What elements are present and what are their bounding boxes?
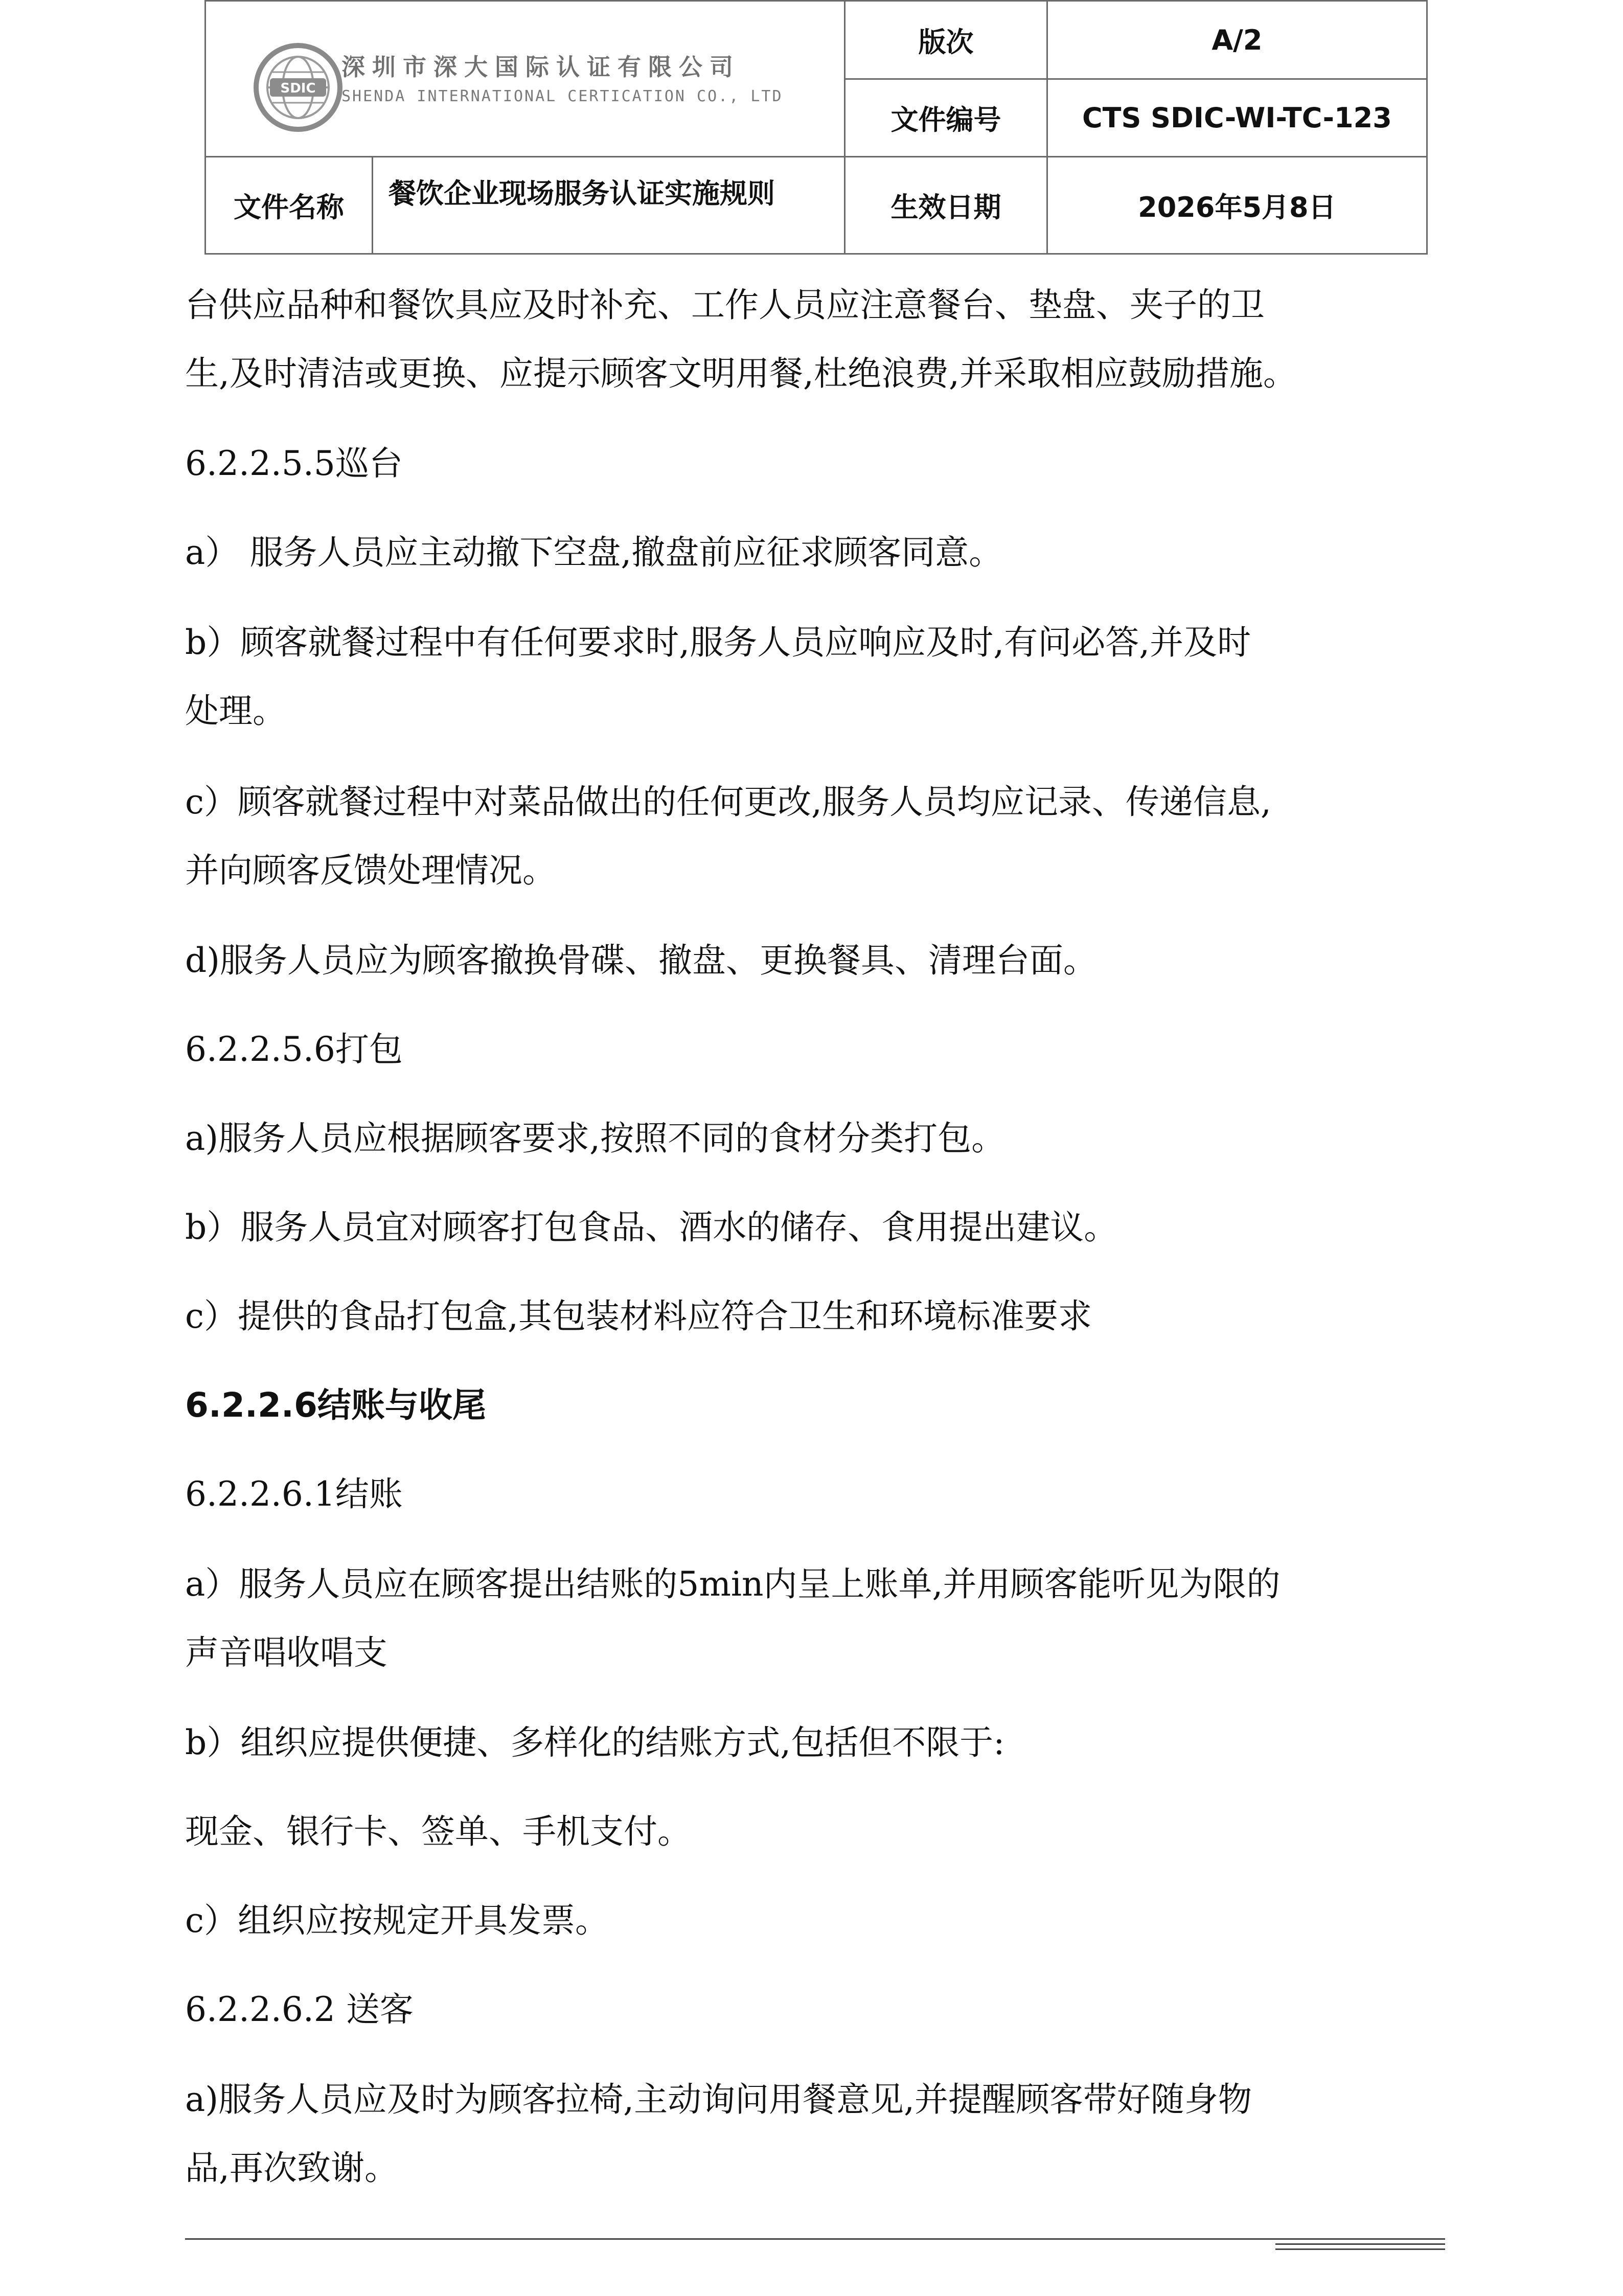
effective-date-label: 生效日期: [845, 157, 1047, 254]
section-heading-6-2-2-5-6: 6.2.2.5.6打包: [185, 1030, 403, 1069]
doc-number-value: CTS SDIC-WI-TC-123: [1047, 79, 1427, 157]
section-heading-6-2-2-5-5: 6.2.2.5.5巡台: [185, 444, 403, 483]
list-item: c）顾客就餐过程中对菜品做出的任何更改,服务人员均应记录、传递信息, 并向顾客反馈处理情况。: [185, 782, 1271, 890]
doc-name-value: 餐饮企业现场服务认证实施规则: [372, 157, 844, 254]
list-item: a）服务人员应在顾客提出结账的5min内呈上账单,并用顾客能听见为限的 声音唱收唱支: [185, 1564, 1281, 1672]
list-item: a)服务人员应及时为顾客拉椅,主动询问用餐意见,并提醒顾客带好随身物 品,再次致谢。: [185, 2080, 1252, 2188]
footer-rule-short: [1275, 2248, 1445, 2250]
list-item: b）服务人员宜对顾客打包食品、酒水的储存、食用提出建议。: [185, 1208, 1118, 1247]
list-item: d)服务人员应为顾客撤换骨碟、撤盘、更换餐具、清理台面。: [185, 941, 1097, 980]
list-item: b）组织应提供便捷、多样化的结账方式,包括但不限于:: [185, 1723, 1005, 1762]
footer-rule: [185, 2238, 1445, 2240]
footer-rule-short: [1275, 2243, 1445, 2245]
list-item: c）提供的食品打包盒,其包装材料应符合卫生和环境标准要求: [185, 1297, 1092, 1336]
effective-date-value: 2026年5月8日: [1047, 157, 1427, 254]
version-value: A/2: [1047, 1, 1427, 79]
paragraph-buffet-supply: 台供应品种和餐饮具应及时补充、工作人员应注意餐台、垫盘、夹子的卫 生,及时清洁或更换、应提示顾客文明用餐,杜绝浪费,并采取相应鼓励措施。: [185, 285, 1297, 393]
doc-number-label: 文件编号: [845, 79, 1047, 157]
document-body: [185, 271, 1494, 2225]
document-header-table: [204, 0, 1428, 255]
list-item: a） 服务人员应主动撤下空盘,撤盘前应征求顾客同意。: [185, 533, 1003, 572]
section-heading-6-2-2-6: 6.2.2.6结账与收尾: [185, 1385, 486, 1425]
section-heading-6-2-2-6-2: 6.2.2.6.2 送客: [185, 1990, 414, 2029]
list-item-continuation: 现金、银行卡、签单、手机支付。: [185, 1812, 691, 1851]
version-label: 版次: [845, 1, 1047, 79]
company-name-cn: 深圳市深大国际认证有限公司: [341, 53, 740, 81]
list-item: b）顾客就餐过程中有任何要求时,服务人员应响应及时,有问必答,并及时 处理。: [185, 623, 1251, 731]
list-item: c）组织应按规定开具发票。: [185, 1901, 609, 1940]
logo-cell: [205, 1, 845, 157]
svg-text:SDIC: SDIC: [280, 81, 316, 96]
section-heading-6-2-2-6-1: 6.2.2.6.1结账: [185, 1474, 403, 1514]
doc-name-label: 文件名称: [205, 157, 373, 254]
list-item: a)服务人员应根据顾客要求,按照不同的食材分类打包。: [185, 1119, 1005, 1158]
company-name-en: SHENDA INTERNATIONAL CERTICATION CO., LTD: [341, 87, 783, 105]
